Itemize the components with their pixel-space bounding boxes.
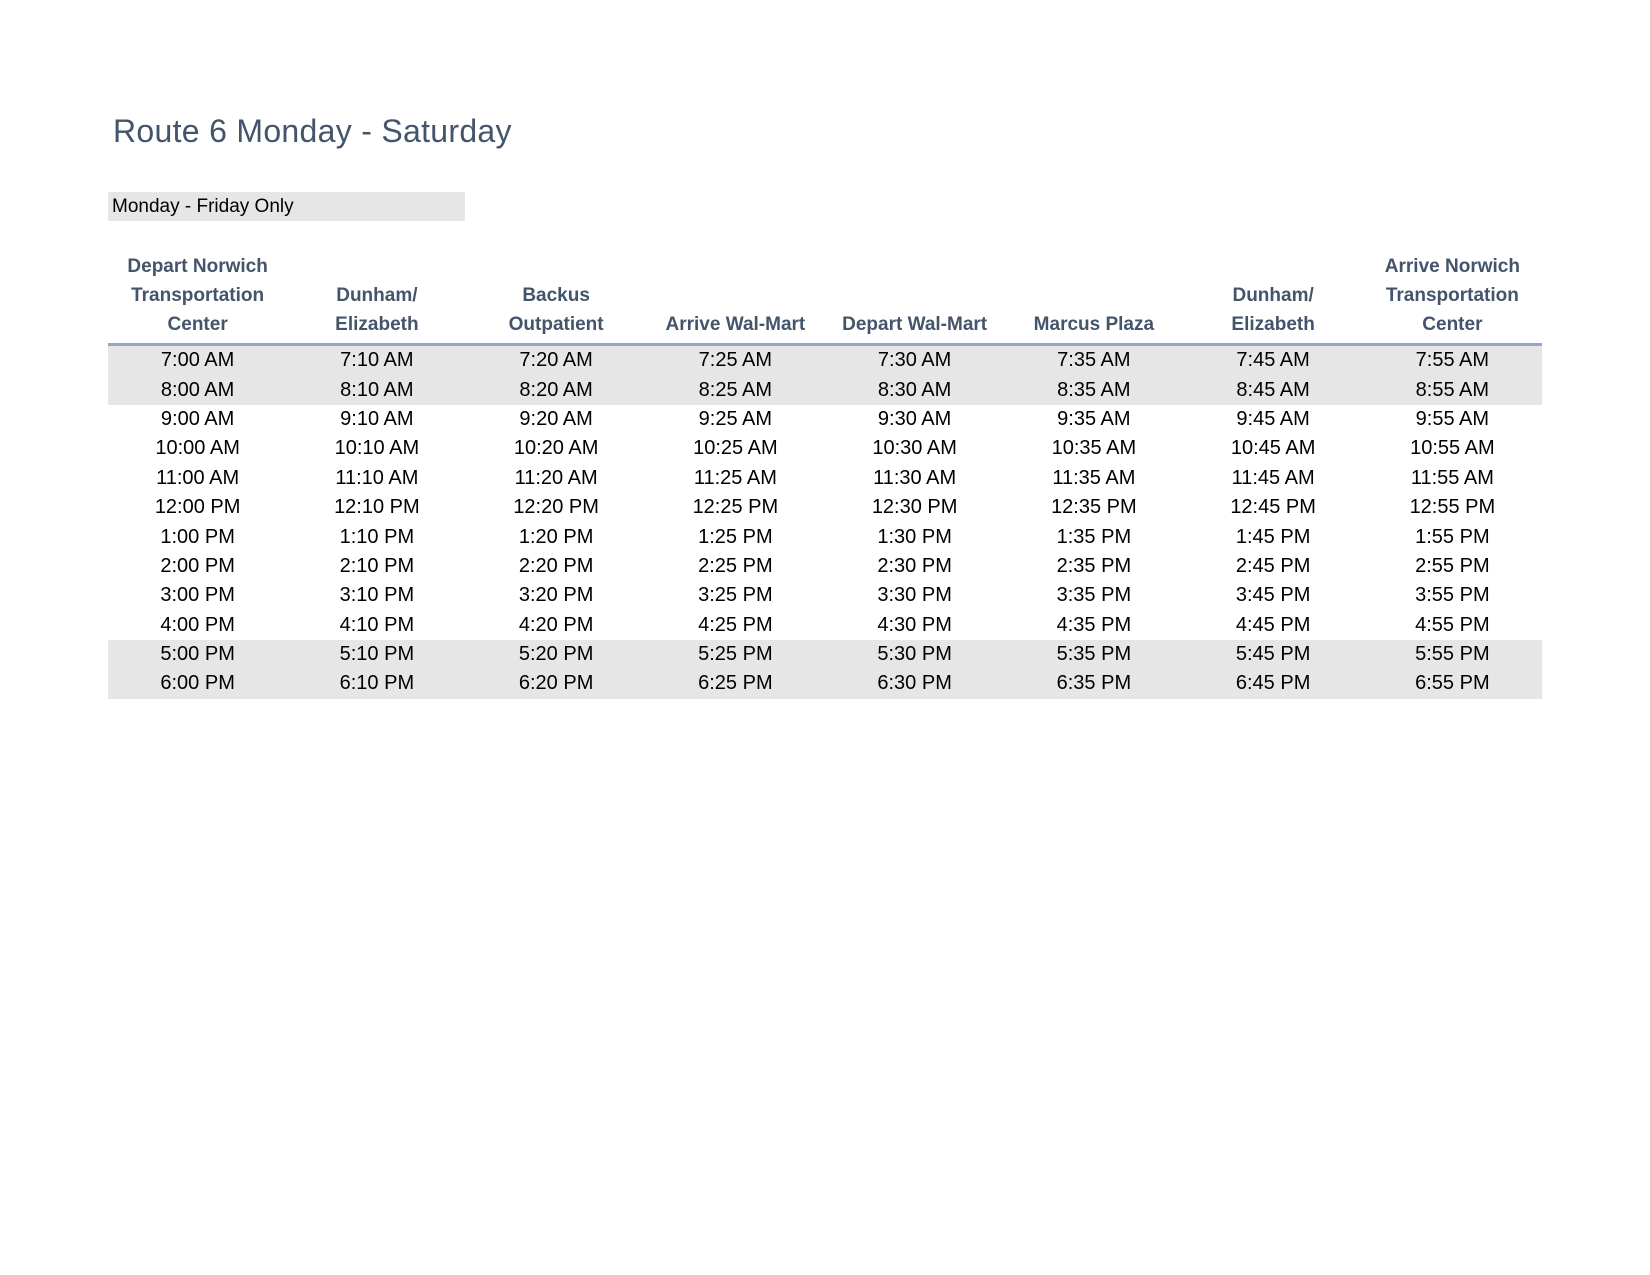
time-cell: 9:10 AM xyxy=(340,407,414,430)
time-cell: 10:25 AM xyxy=(693,437,778,460)
time-cell: 11:25 AM xyxy=(693,466,777,489)
time-cell: 12:10 PM xyxy=(334,496,420,519)
table-row xyxy=(108,493,1542,522)
time-cell: 10:10 AM xyxy=(334,437,420,460)
time-cell: 8:25 AM xyxy=(646,375,825,404)
table-row xyxy=(108,581,1542,610)
time-cell: 7:00 AM xyxy=(108,345,287,376)
time-cell: 5:20 PM xyxy=(467,640,646,669)
time-cell: 10:00 AM xyxy=(155,437,240,460)
time-cell: 3:45 PM xyxy=(1235,584,1311,607)
time-cell: 7:45 AM xyxy=(1184,345,1363,376)
time-cell: 11:45 AM xyxy=(1231,466,1315,489)
time-cell: 6:10 PM xyxy=(287,669,466,698)
time-cell: 3:00 PM xyxy=(160,584,235,607)
time-cell: 4:30 PM xyxy=(877,613,952,636)
time-cell: 7:35 AM xyxy=(1004,345,1183,376)
table-row xyxy=(108,345,1542,376)
column-header: Depart Wal-Mart xyxy=(825,246,1004,345)
time-cell: 3:30 PM xyxy=(877,584,952,607)
time-cell: 6:30 PM xyxy=(825,669,1004,698)
time-cell: 2:45 PM xyxy=(1235,554,1311,577)
time-cell: 12:55 PM xyxy=(1409,496,1496,519)
table-row xyxy=(108,640,1542,669)
time-cell: 8:35 AM xyxy=(1004,375,1183,404)
time-cell: 8:45 AM xyxy=(1184,375,1363,404)
time-cell: 8:55 AM xyxy=(1363,375,1542,404)
time-cell: 3:35 PM xyxy=(1056,584,1132,607)
table-row xyxy=(108,464,1542,493)
time-cell: 4:20 PM xyxy=(518,613,594,636)
column-header: Marcus Plaza xyxy=(1004,246,1183,345)
time-cell: 1:35 PM xyxy=(1056,525,1132,548)
time-cell: 12:35 PM xyxy=(1051,496,1137,519)
time-cell: 9:20 AM xyxy=(519,407,593,430)
time-cell: 7:10 AM xyxy=(287,345,466,376)
time-cell: 2:30 PM xyxy=(877,554,952,577)
time-cell: 3:10 PM xyxy=(339,584,415,607)
table-row xyxy=(108,375,1542,404)
column-header: Arrive Wal-Mart xyxy=(646,246,825,345)
time-cell: 4:45 PM xyxy=(1235,613,1311,636)
time-cell: 10:30 AM xyxy=(872,437,957,460)
time-cell: 6:25 PM xyxy=(646,669,825,698)
time-cell: 7:55 AM xyxy=(1363,345,1542,376)
page-title: Route 6 Monday - Saturday xyxy=(113,113,512,149)
time-cell: 2:00 PM xyxy=(160,554,235,577)
time-cell: 11:00 AM xyxy=(156,466,240,489)
time-cell: 8:00 AM xyxy=(108,375,287,404)
table-row xyxy=(108,611,1542,640)
time-cell: 1:25 PM xyxy=(698,525,773,548)
column-header: Dunham/ Elizabeth xyxy=(287,246,466,345)
time-cell: 9:45 AM xyxy=(1236,407,1310,430)
time-cell: 4:35 PM xyxy=(1056,613,1132,636)
time-cell: 7:30 AM xyxy=(825,345,1004,376)
time-cell: 2:25 PM xyxy=(698,554,773,577)
time-cell: 5:55 PM xyxy=(1363,640,1542,669)
time-cell: 11:10 AM xyxy=(335,466,419,489)
time-cell: 10:55 AM xyxy=(1410,437,1495,460)
table-row xyxy=(108,522,1542,551)
time-cell: 9:35 AM xyxy=(1057,407,1131,430)
time-cell: 5:10 PM xyxy=(287,640,466,669)
header-row xyxy=(108,246,1542,345)
time-cell: 8:10 AM xyxy=(287,375,466,404)
time-cell: 4:00 PM xyxy=(160,613,235,636)
table-row xyxy=(108,669,1542,698)
table-row xyxy=(108,405,1542,434)
time-cell: 6:35 PM xyxy=(1004,669,1183,698)
time-cell: 3:20 PM xyxy=(518,584,594,607)
time-cell: 12:30 PM xyxy=(871,496,958,519)
column-header: Arrive Norwich Transportation Center xyxy=(1363,246,1542,345)
time-cell: 1:30 PM xyxy=(877,525,952,548)
time-cell: 10:35 AM xyxy=(1051,437,1137,460)
time-cell: 12:00 PM xyxy=(154,496,241,519)
time-cell: 11:20 AM xyxy=(514,466,598,489)
schedule-table-body xyxy=(108,345,1542,699)
schedule-table xyxy=(108,246,1542,699)
time-cell: 4:10 PM xyxy=(339,613,415,636)
time-cell: 2:10 PM xyxy=(339,554,415,577)
time-cell: 9:30 AM xyxy=(877,407,952,430)
time-cell: 11:30 AM xyxy=(873,466,957,489)
time-cell: 9:55 AM xyxy=(1415,407,1490,430)
time-cell: 5:35 PM xyxy=(1004,640,1183,669)
time-cell: 11:35 AM xyxy=(1052,466,1136,489)
time-cell: 4:55 PM xyxy=(1415,613,1490,636)
time-cell: 5:25 PM xyxy=(646,640,825,669)
time-cell: 2:20 PM xyxy=(518,554,594,577)
time-cell: 5:30 PM xyxy=(825,640,1004,669)
time-cell: 7:25 AM xyxy=(646,345,825,376)
column-header: Dunham/ Elizabeth xyxy=(1184,246,1363,345)
time-cell: 7:20 AM xyxy=(467,345,646,376)
time-cell: 4:25 PM xyxy=(698,613,773,636)
time-cell: 12:45 PM xyxy=(1230,496,1316,519)
time-cell: 1:20 PM xyxy=(518,525,594,548)
time-cell: 2:35 PM xyxy=(1056,554,1132,577)
time-cell: 10:45 AM xyxy=(1230,437,1316,460)
time-cell: 11:55 AM xyxy=(1410,466,1494,489)
time-cell: 9:00 AM xyxy=(160,407,235,430)
column-header: Backus Outpatient xyxy=(467,246,646,345)
time-cell: 3:55 PM xyxy=(1415,584,1490,607)
schedule-table-header xyxy=(108,246,1542,345)
time-cell: 1:45 PM xyxy=(1235,525,1311,548)
time-cell: 1:10 PM xyxy=(339,525,415,548)
schedule-note: Monday - Friday Only xyxy=(108,192,465,221)
time-cell: 3:25 PM xyxy=(698,584,773,607)
time-cell: 10:20 AM xyxy=(513,437,599,460)
time-cell: 9:25 AM xyxy=(698,407,773,430)
time-cell: 1:00 PM xyxy=(160,525,235,548)
table-row xyxy=(108,434,1542,463)
column-header: Depart Norwich Transportation Center xyxy=(108,246,287,345)
time-cell: 5:45 PM xyxy=(1184,640,1363,669)
time-cell: 12:25 PM xyxy=(692,496,779,519)
time-cell: 1:55 PM xyxy=(1415,525,1490,548)
time-cell: 6:45 PM xyxy=(1184,669,1363,698)
time-cell: 8:30 AM xyxy=(825,375,1004,404)
time-cell: 12:20 PM xyxy=(513,496,599,519)
time-cell: 6:20 PM xyxy=(467,669,646,698)
time-cell: 6:55 PM xyxy=(1363,669,1542,698)
time-cell: 2:55 PM xyxy=(1415,554,1490,577)
table-row xyxy=(108,552,1542,581)
time-cell: 6:00 PM xyxy=(108,669,287,698)
time-cell: 8:20 AM xyxy=(467,375,646,404)
time-cell: 5:00 PM xyxy=(108,640,287,669)
